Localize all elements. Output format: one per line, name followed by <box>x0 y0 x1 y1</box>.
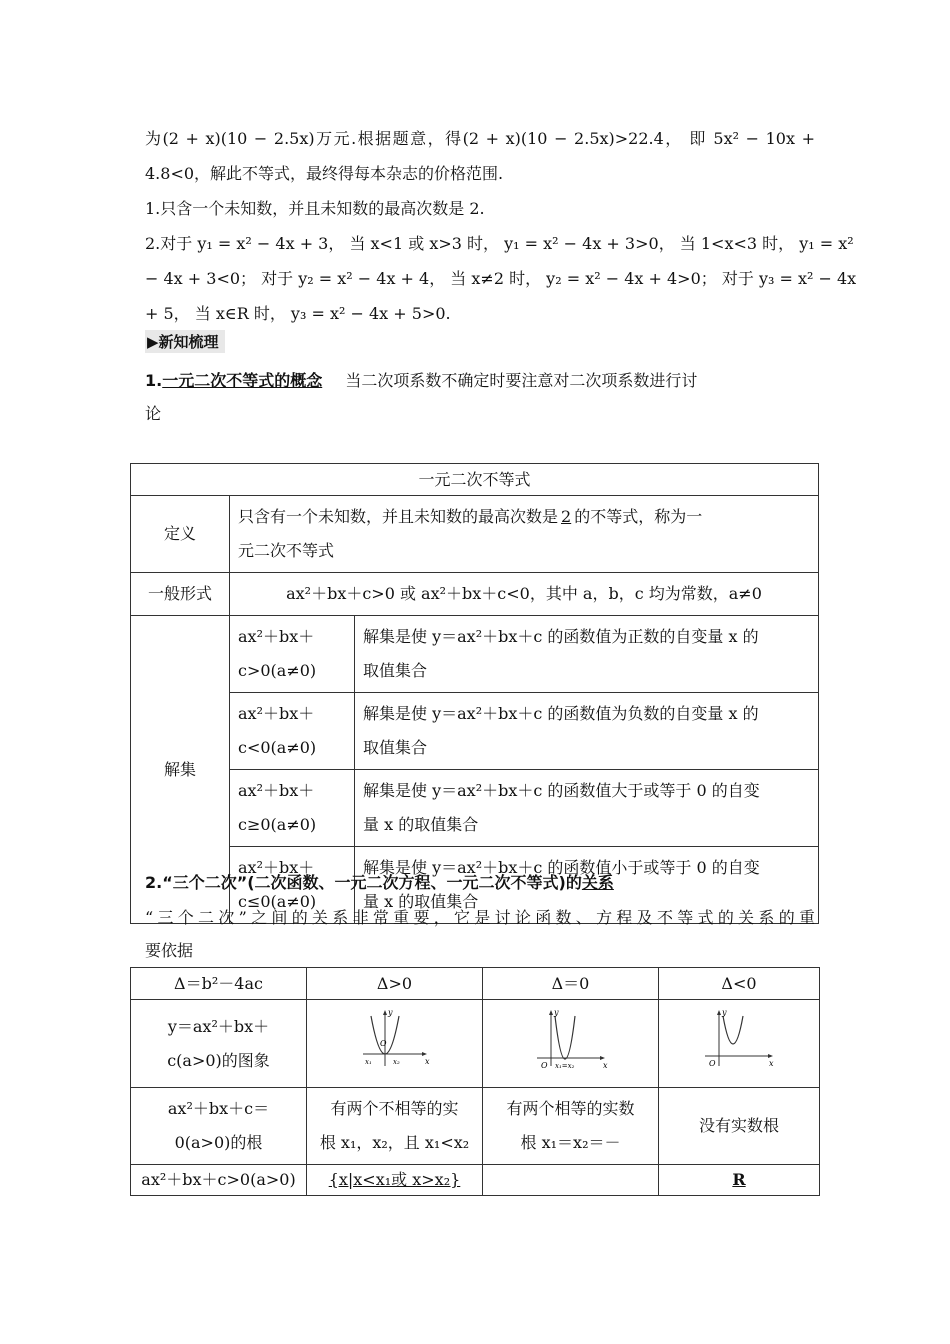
relation-link: 关系 <box>581 873 614 892</box>
svg-text:O: O <box>379 1038 387 1048</box>
relation-note-a: “三个二次”之间的关系非常重要，它是讨论函数、方程及不等式的关系的重 <box>145 908 815 927</box>
solution-label: 解集 <box>131 616 230 924</box>
ineq-one-root <box>483 1165 659 1196</box>
def-label: 定义 <box>131 496 230 573</box>
parabola-two-roots-graph <box>355 1006 435 1070</box>
desc-cell: 解集是使 y＝ax²＋bx＋c 的函数值大于或等于 0 的自变 量 x 的取值集合 <box>355 770 819 847</box>
concept-note-cont: 论 <box>145 404 162 423</box>
header-delta-zero: Δ＝0 <box>483 968 659 1000</box>
roots-two: 有两个不相等的实 根 x₁，x₂，且 x₁<x₂ <box>307 1088 483 1165</box>
form-label: 一般形式 <box>131 573 230 616</box>
inequality-table <box>130 463 819 924</box>
cond-cell: ax²＋bx＋ c<0(a≠0) <box>230 693 355 770</box>
intro-line-4: 2.对于 y₁ = x² − 4x + 3， 当 x<1 或 x>3 时， y₁ = x² − 4x + 3>0， 当 1<x<3 时， y₁ = x² <box>145 234 854 253</box>
three-quadratics-table <box>130 967 820 1196</box>
cond-cell: ax²＋bx＋ c≥0(a≠0) <box>230 770 355 847</box>
svg-text:x₂: x₂ <box>392 1057 400 1066</box>
section-tag: ▶新知梳理 <box>145 330 225 353</box>
def-cell <box>230 496 819 573</box>
intro-line-1: 为(2 + x)(10 − 2.5x)万元.根据题意，得(2 + x)(10 − 2.5x)>22.4， 即 5x² − 10x + <box>145 129 815 148</box>
cond-cell: ax²＋bx＋ c>0(a≠0) <box>230 616 355 693</box>
relation-note-b: 要依据 <box>145 941 194 960</box>
svg-text:y: y <box>553 1007 559 1017</box>
header-delta-def: Δ＝b²－4ac <box>131 968 307 1000</box>
graph-label: y＝ax²＋bx＋ c(a>0)的图象 <box>131 1000 307 1088</box>
ineq-label: ax²＋bx＋c>0(a>0) <box>131 1165 307 1196</box>
desc-cell: 解集是使 y＝ax²＋bx＋c 的函数值小于或等于 0 的自变 量 x 的取值集合 <box>355 847 819 924</box>
roots-one: 有两个相等的实数 根 x₁＝x₂＝－ <box>483 1088 659 1165</box>
ineq-two-roots: {x|x<x₁或 x>x₂} <box>307 1165 483 1196</box>
svg-text:x₁=x₂: x₁=x₂ <box>554 1061 574 1070</box>
concept-title: 一元二次不等式的概念 <box>162 371 323 390</box>
header-delta-neg: Δ<0 <box>659 968 820 1000</box>
svg-text:x: x <box>424 1056 430 1066</box>
roots-label: ax²＋bx＋c＝ 0(a>0)的根 <box>131 1088 307 1165</box>
svg-text:y: y <box>387 1007 393 1017</box>
graph-two-roots <box>307 1000 483 1088</box>
intro-line-6: + 5， 当 x∈R 时， y₃ = x² − 4x + 5>0. <box>145 304 451 323</box>
parabola-no-root-graph <box>699 1006 779 1070</box>
roots-none: 没有实数根 <box>659 1088 820 1165</box>
intro-line-2: 4.8<0，解此不等式，最终得每本杂志的价格范围. <box>145 164 504 183</box>
form-text: ax²＋bx＋c>0 或 ax²＋bx＋c<0，其中 a，b，c 均为常数，a≠0 <box>230 573 819 616</box>
cond-cell: ax²＋bx＋ c≤0(a≠0) <box>230 847 355 924</box>
concept-number: 1. <box>145 371 163 390</box>
table1-header: 一元二次不等式 <box>131 464 819 496</box>
desc-cell: 解集是使 y＝ax²＋bx＋c 的函数值为负数的自变量 x 的 取值集合 <box>355 693 819 770</box>
desc-cell: 解集是使 y＝ax²＋bx＋c 的函数值为正数的自变量 x 的 取值集合 <box>355 616 819 693</box>
def-text-c: 元二次不等式 <box>238 541 335 560</box>
header-delta-pos: Δ>0 <box>307 968 483 1000</box>
concept-note: 当二次项系数不确定时要注意对二次项系数进行讨 <box>345 371 698 390</box>
relation-title: 2.“三个二次”(二次函数、一元二次方程、一元二次不等式)的 <box>145 873 582 892</box>
svg-text:y: y <box>722 1007 727 1017</box>
graph-one-root <box>483 1000 659 1088</box>
svg-text:x: x <box>769 1058 774 1068</box>
graph-no-root <box>659 1000 820 1088</box>
intro-line-3: 1.只含一个未知数，并且未知数的最高次数是 2. <box>145 199 485 218</box>
svg-text:x₁: x₁ <box>364 1057 372 1066</box>
def-text-b: 的不等式，称为一 <box>574 507 703 526</box>
concept-heading <box>145 368 815 391</box>
intro-line-5: − 4x + 3<0； 对于 y₂ = x² − 4x + 4， 当 x≠2 时， y₂ = x² − 4x + 4>0； 对于 y₃ = x² − 4x <box>145 269 857 288</box>
svg-text:x: x <box>602 1060 608 1070</box>
ineq-no-root: R <box>659 1165 820 1196</box>
def-text-a: 只含有一个未知数，并且未知数的最高次数是 <box>238 507 559 526</box>
parabola-one-root-graph <box>531 1006 611 1070</box>
svg-text:O: O <box>709 1058 716 1068</box>
svg-text:O: O <box>540 1060 548 1070</box>
def-blank: 2 <box>561 507 572 526</box>
relation-heading <box>145 870 815 893</box>
